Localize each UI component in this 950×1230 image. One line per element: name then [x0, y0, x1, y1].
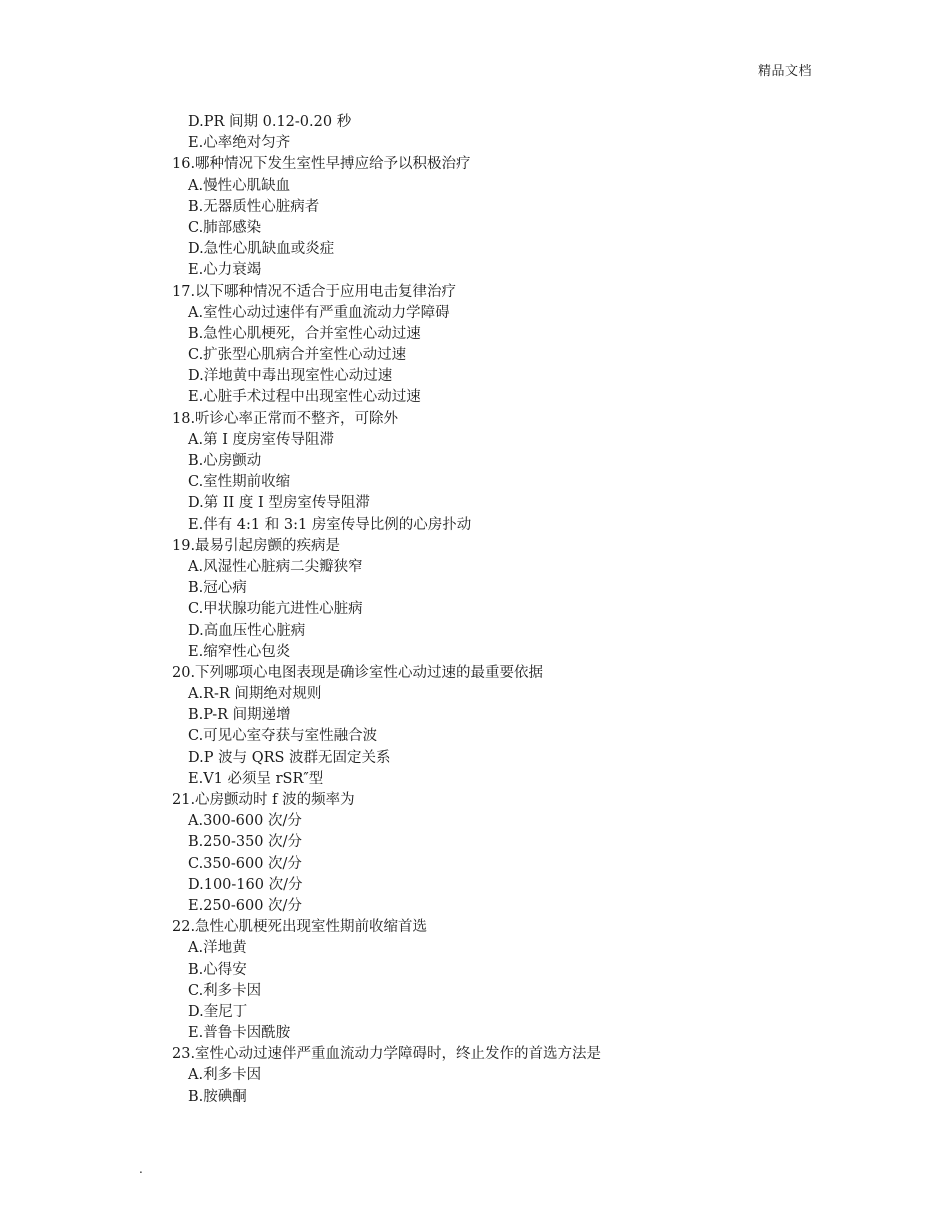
- option-text: D.PR 间期 0.12-0.20 秒: [188, 114, 352, 130]
- option-text: D.高血压性心脏病: [188, 622, 306, 639]
- option-text: E.伴有 4:1 和 3:1 房室传导比例的心房扑动: [188, 516, 472, 533]
- option-text: E.250-600 次/分: [188, 897, 302, 914]
- option-text: B.胺碘酮: [188, 1088, 247, 1105]
- option-text: A.利多卡因: [188, 1067, 262, 1084]
- option-text: E.缩窄性心包炎: [188, 643, 291, 660]
- option-text: A.风湿性心脏病二尖瓣狭窄: [188, 558, 363, 575]
- option-text: C.甲状腺功能亢进性心脏病: [188, 601, 363, 618]
- option-text: E.V1 必须呈 rSR″型: [188, 770, 324, 787]
- option-text: A.R-R 间期绝对规则: [188, 686, 322, 703]
- option-text: A.慢性心肌缺血: [188, 177, 291, 194]
- option-text: B.心得安: [188, 961, 247, 978]
- option-text: B.250-350 次/分: [188, 834, 303, 851]
- option-text: E.心率绝对匀齐: [188, 135, 291, 152]
- option-text: E.心脏手术过程中出现室性心动过速: [188, 389, 421, 406]
- option-text: A.第 I 度房室传导阻滞: [188, 431, 335, 448]
- option-text: C.可见心室夺获与室性融合波: [188, 728, 378, 745]
- option-text: C.利多卡因: [188, 982, 262, 999]
- option-text: C.肺部感染: [188, 219, 262, 236]
- option-text: B.无器质性心脏病者: [188, 198, 320, 215]
- question-text: 17.以下哪种情况不适合于应用电击复律治疗: [172, 283, 457, 300]
- question-text: 20.下列哪项心电图表现是确诊室性心动过速的最重要依据: [172, 664, 544, 681]
- option-text: D.洋地黄中毒出现室性心动过速: [188, 368, 393, 385]
- option-text: A.300-600 次/分: [188, 813, 302, 830]
- question-text: 16.哪种情况下发生室性早搏应给予以积极治疗: [172, 156, 471, 173]
- question-text: 23.室性心动过速伴严重血流动力学障碍时，终止发作的首选方法是: [172, 1046, 602, 1063]
- option-text: B.心房颤动: [188, 453, 262, 469]
- option-text: A.室性心动过速伴有严重血流动力学障碍: [188, 304, 450, 321]
- option-text: A.洋地黄: [188, 940, 247, 957]
- option-text: B.急性心肌梗死，合并室性心动过速: [188, 325, 421, 342]
- option-text: B.冠心病: [188, 580, 247, 597]
- option-text: D.100-160 次/分: [188, 876, 303, 893]
- option-text: D.第 II 度 I 型房室传导阻滞: [188, 495, 370, 512]
- option-text: D.急性心肌缺血或炎症: [188, 241, 335, 258]
- question-text: 22.急性心肌梗死出现室性期前收缩首选: [172, 919, 428, 936]
- option-text: E.心力衰竭: [188, 262, 262, 279]
- option-text: E.普鲁卡因酰胺: [188, 1025, 291, 1042]
- document-header-label: 精品文档: [757, 64, 812, 79]
- option-text: C.350-600 次/分: [188, 855, 302, 872]
- option-text: B.P-R 间期递增: [188, 707, 291, 724]
- option-text: D.奎尼丁: [188, 1003, 248, 1020]
- question-text: 19.最易引起房颤的疾病是: [172, 537, 341, 554]
- option-text: C.扩张型心肌病合并室性心动过速: [188, 347, 407, 364]
- option-text: C.室性期前收缩: [188, 474, 291, 491]
- question-text: 21.心房颤动时 f 波的频率为: [172, 792, 355, 808]
- footer-mark: .: [139, 1162, 143, 1176]
- question-text: 18.听诊心率正常而不整齐，可除外: [172, 410, 399, 427]
- question-list: [172, 112, 872, 1108]
- option-text: D.P 波与 QRS 波群无固定关系: [188, 749, 391, 766]
